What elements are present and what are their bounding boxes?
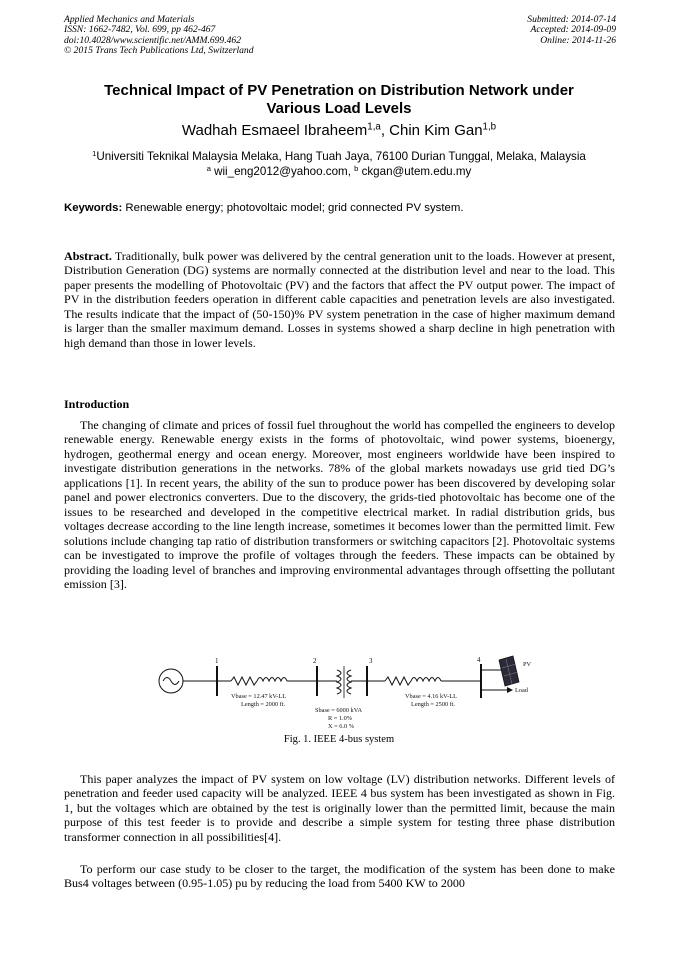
title-line-1: Technical Impact of PV Penetration on Distribution Network under [104,82,574,99]
issn-line: ISSN: 1662-7482, Vol. 699, pp 462-467 [64,24,216,36]
bus-3-label: 3 [369,657,373,665]
accepted-date: Accepted: 2014-09-09 [530,24,616,36]
bus-2-label: 2 [313,657,317,665]
pv-label: PV [523,661,532,668]
line-2-inductor-icon [411,678,441,682]
line-1-inductor-icon [257,678,287,682]
email-a-sup: a [206,163,211,173]
author-2-name: Chin Kim Gan [389,122,483,139]
bus-4-label: 4 [477,656,481,664]
email-a[interactable]: wii_eng2012@yahoo.com, [210,164,355,178]
author-1-sup: 1,a [367,121,381,133]
ieee-4-bus-diagram [155,652,535,734]
line-1-length: Length = 2000 ft. [241,701,286,708]
keywords-label: Keywords: [64,202,123,214]
abstract-text: Traditionally, bulk power was delivered by the central generation unit to the loads. However at present, Distribution Generation (DG) systems are normally connected at the distribution level and near to the load. This paper presents the modelling of Photovoltaic (PV) and the factors that affect the PV output power. The impact of PV in the distribution feeders operation in different cable capacities and penetration levels are also investigated. The results indicate that the impact of (50-150)% PV system penetration in the case of higher maximum demand is larger than the smaller maximum demand. Losses in systems showed a sharp decline in high penetration with high demand than those in lower levels. [64,249,615,350]
online-date: Online: 2014-11-26 [540,34,616,46]
body-paragraph-3: To perform our case study to be closer to the target, the modification of the system has been done to make Bus4 voltages between (0.95-1.05) pu by reducing the load from 5400 KW to 2000 [64,862,615,891]
author-2-sup: 1,b [482,121,497,133]
abstract-label: Abstract. [64,249,112,263]
paper-title [40,82,638,118]
load-label: Load [515,687,528,694]
keywords-text: Renewable energy; photovoltaic model; grid connected PV system. [122,202,464,214]
copyright-line: © 2015 Trans Tech Publications Ltd, Switzerland [64,45,254,57]
journal-header [64,15,254,57]
keywords [64,202,616,214]
line-1-vbase: Vbase = 12.47 kV-LL [231,693,287,700]
affiliation-text: Universiti Teknikal Malaysia Melaka, Hang Tuah Jaya, 76100 Durian Tunggal, Melaka, Malaysia [96,150,586,163]
body-paragraph-2: This paper analyzes the impact of PV system on low voltage (LV) distribution networks. Different levels of penetration and feeder used capacity will be analyzed. IEEE 4 bus system has been investigated as shown in Fig. 1, but the voltages which are obtained by the test is originally lower than the permitted limit, because the main purpose of this test feeder is to provide and describe a simple system for testing three phase distribution transformer connection in all possibilities[4]. [64,772,615,844]
line-1-resistor-icon [231,677,257,685]
transformer-r: R = 1.0% [328,715,353,722]
email-b-sup: b [354,163,359,173]
pv-panel-icon [499,656,519,686]
email-line [30,165,648,180]
title-line-2: Various Load Levels [266,100,412,117]
email-b[interactable]: ckgan@utem.edu.my [358,164,472,178]
bus-1-label: 1 [215,657,219,665]
abstract [64,249,615,350]
author-separator: , [380,122,390,139]
doi-line[interactable]: doi:10.4028/www.scientific.net/AMM.699.462 [64,34,242,46]
line-2-length: Length = 2500 ft. [411,701,456,708]
introduction-paragraph: The changing of climate and prices of fossil fuel throughout the world has compelled the engineers to develop renewable energy. Renewable energy exists in the forms of photovoltaic, wind power systems, bioenergy, hydrogen, geothermal energy and ocean energy. Moreover, most engineers worldwide have been inspired to investigate distribution generations in the networks. 78% of the global markets nowadays use grid tied DG’s applications [1]. In recent years, the ability of the sun to produce power has been discovered by developing solar panel and power electronics converters. Due to the discovery, the grids-tied photovoltaic has become one of the issues to be researched and developed in the competitive electrical market. In radial distribution grids, bus voltages decrease according to the line length increase, sometimes it becomes lower than the permitted limit. Few solutions include changing tap ratio of distribution transformers or switching capacitors [2]. Photovoltaic systems can be investigated to improve the profile of voltages through the feeders. These impacts can be obtained by providing the loading level of branches and improving environmental advantages through offsetting the pollutant emission [3]. [64,418,615,591]
line-2-vbase: Vbase = 4.16 kV-LL [405,693,457,700]
affiliation-block [30,150,648,179]
line-2-resistor-icon [385,677,411,685]
figure-caption: Fig. 1. IEEE 4-bus system [283,734,395,745]
transformer-x: X = 6.0 % [328,723,354,730]
submitted-date: Submitted: 2014-07-14 [527,14,616,25]
author-1-name: Wadhah Esmaeel Ibraheem [181,122,368,139]
transformer-icon [337,666,351,698]
affiliation-sup: 1 [92,148,97,158]
dates-header [527,15,616,46]
journal-name: Applied Mechanics and Materials [64,14,195,25]
transformer-sbase: Sbase = 6000 kVA [315,707,362,714]
author-list [40,122,638,140]
section-heading-introduction: Introduction [64,397,130,411]
affiliation-line [30,150,648,165]
